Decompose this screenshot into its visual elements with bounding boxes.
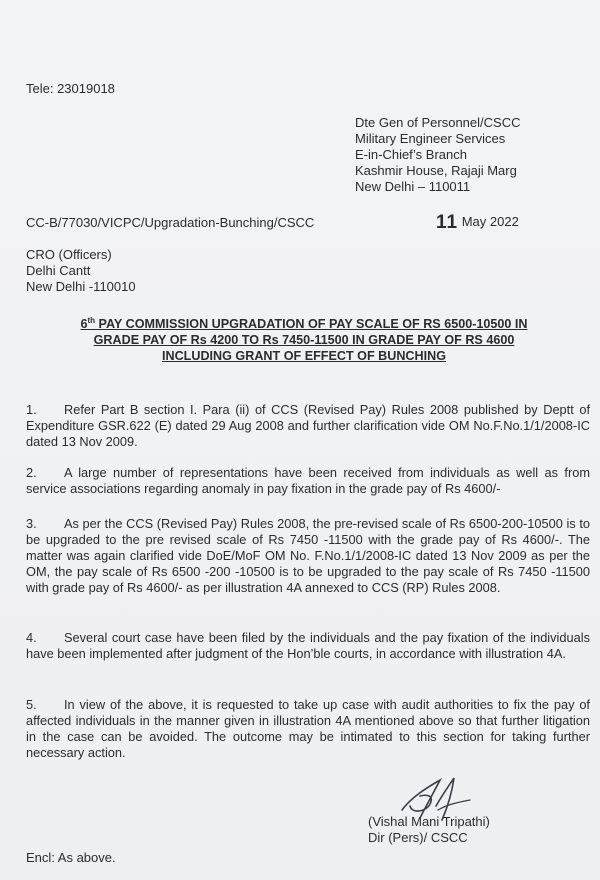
paragraph-number: 5. — [26, 697, 37, 712]
address-line: Dte Gen of Personnel/CSCC — [355, 115, 521, 130]
date-text: May 2022 — [461, 214, 519, 229]
paragraph-number: 2. — [26, 465, 37, 480]
recipient-line: New Delhi -110010 — [26, 279, 136, 294]
subject-prefix: 6 — [80, 317, 88, 332]
paragraph-3 — [26, 516, 590, 596]
reference-number: CC-B/77030/VICPC/Upgradation-Bunching/CSCC — [26, 215, 315, 230]
recipient-line: Delhi Cantt — [26, 263, 91, 278]
recipient-address — [26, 247, 136, 295]
subject-superscript: th — [87, 316, 96, 325]
address-line: Kashmir House, Rajaji Marg — [355, 163, 517, 178]
paragraph-5 — [26, 697, 590, 761]
paragraph-text: Refer Part B section I. Para (ii) of CCS (Revised Pay) Rules 2008 published by Deptt of Expenditure GSR.622 (E) dated 29 Aug 2008 and further clarification vide OM No.F.No.1/1/2008-IC dated 13 Nov 2009. — [26, 402, 590, 449]
paragraph-text: In view of the above, it is requested to take up case with audit authorities to fix the pay of affected individuals in the manner given in illustration 4A mentioned above so that further litigation in the case can be avoided. The outcome may be intimated to this section for taking further necessary action. — [26, 697, 590, 760]
telephone-number: Tele: 23019018 — [26, 81, 115, 96]
subject-line-2: GRADE PAY OF Rs 4200 TO Rs 7450-11500 IN GRADE PAY OF RS 4600 — [93, 333, 515, 348]
paragraph-1 — [26, 402, 590, 450]
recipient-line: CRO (Officers) — [26, 247, 112, 262]
enclosure-note: Encl: As above. — [26, 850, 116, 865]
signatory-designation: Dir (Pers)/ CSCC — [368, 830, 468, 845]
address-line: E-in-Chief’s Branch — [355, 147, 467, 162]
letter-date — [436, 212, 519, 234]
subject-line-3: INCLUDING GRANT OF EFFECT OF BUNCHING — [161, 349, 447, 364]
paragraph-text: As per the CCS (Revised Pay) Rules 2008, the pre-revised scale of Rs 6500-200-10500 is to be upgraded to the pre revised scale of Rs 7450 -11500 with the grade pay of Rs 4600/-. The matter was again clarified vide DoE/MoF OM No. F.No.1/1/2008-IC dated 13 Nov 2009 as per the OM, the pay scale of Rs 6500 -200 -10500 is to be upgraded to the pay scale of Rs 7450 -11500 with grade pay of Rs 4600/- as per illustration 4A annexed to CCS (RP) Rules 2008. — [26, 516, 590, 595]
paragraph-number: 1. — [26, 402, 37, 417]
handwritten-day: 11 — [436, 212, 459, 233]
sender-address — [355, 115, 520, 195]
signatory-name: (Vishal Mani Tripathi) — [368, 814, 490, 829]
subject-line-1: PAY COMMISSION UPGRADATION OF PAY SCALE OF RS 6500-10500 IN — [95, 317, 528, 332]
subject-heading — [24, 313, 584, 364]
address-line: Military Engineer Services — [355, 131, 506, 146]
paragraph-4 — [26, 630, 590, 662]
paragraph-number: 3. — [26, 516, 37, 531]
paragraph-number: 4. — [26, 630, 37, 645]
paragraph-2 — [26, 465, 590, 497]
paragraph-text: Several court case have been filed by the individuals and the pay fixation of the individuals have been implemented after judgment of the Hon’ble courts, in accordance with illustration 4A. — [26, 630, 590, 661]
paragraph-text: A large number of representations have been received from individuals as well as from service associations regarding anomaly in pay fixation in the grade pay of Rs 4600/- — [26, 465, 590, 496]
signature-block — [368, 814, 490, 846]
address-line: New Delhi – 110011 — [355, 179, 471, 194]
